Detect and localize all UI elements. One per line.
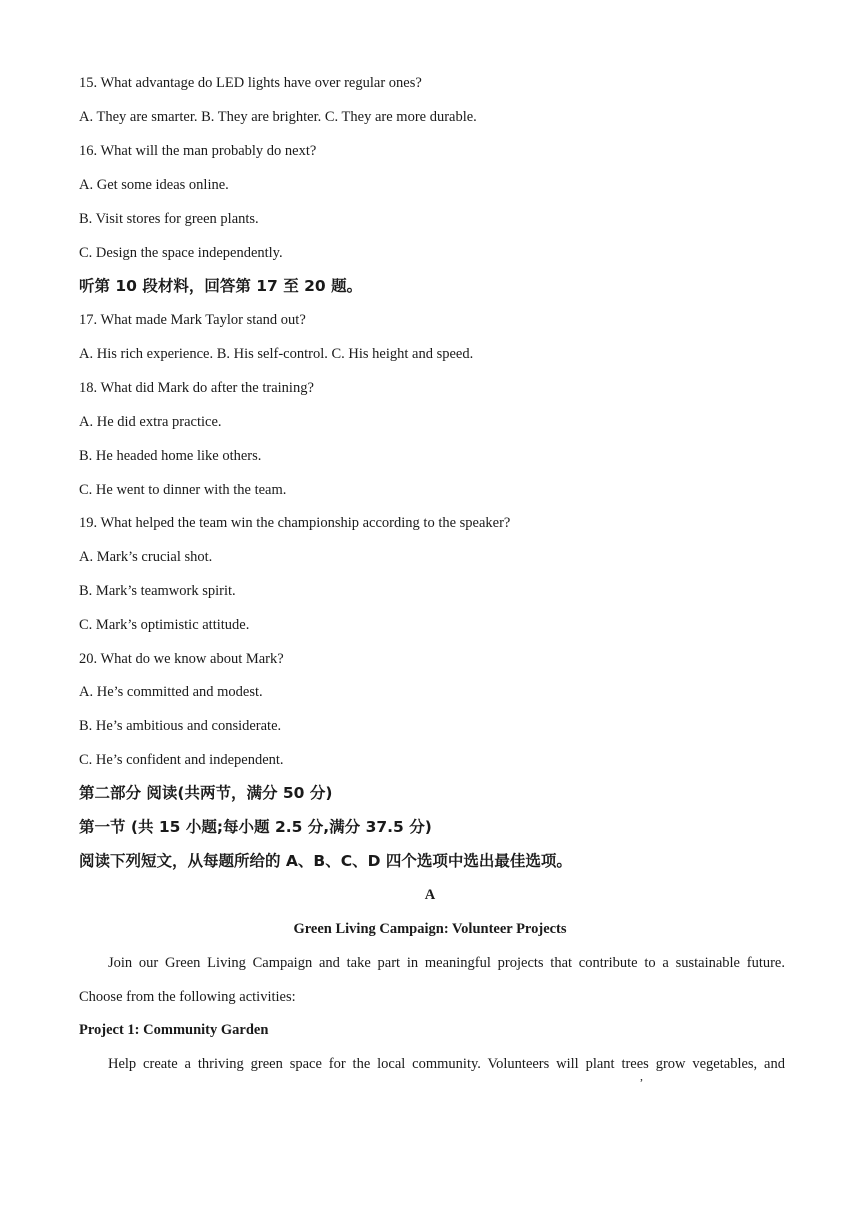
question-18-option-a: A. He did extra practice.: [79, 414, 222, 430]
project-1-text-line-1: Help create a thriving green space for the local community. Volunteers will plant trees grow vegetables, and: [108, 1056, 785, 1072]
project-1-heading: Project 1: Community Garden: [79, 1022, 269, 1038]
question-16-option-b: B. Visit stores for green plants.: [79, 211, 259, 227]
question-16-option-c: C. Design the space independently.: [79, 245, 283, 261]
question-15: 15. What advantage do LED lights have over regular ones?: [79, 75, 422, 91]
question-16-option-a: A. Get some ideas online.: [79, 177, 229, 193]
question-19: 19. What helped the team win the championship according to the speaker?: [79, 515, 511, 531]
question-19-option-a: A. Mark’s crucial shot.: [79, 549, 213, 565]
passage-title: Green Living Campaign: Volunteer Projects: [293, 921, 567, 937]
question-15-options: A. They are smarter. B. They are brighter. C. They are more durable.: [79, 109, 477, 125]
question-19-option-c: C. Mark’s optimistic attitude.: [79, 617, 250, 633]
question-20-option-a: A. He’s committed and modest.: [79, 684, 263, 700]
section-10-instruction: 听第 10 段材料，回答第 17 至 20 题。: [79, 277, 363, 295]
question-17-options: A. His rich experience. B. His self-control. C. His height and speed.: [79, 346, 474, 362]
stray-comma-mark: ,: [640, 1069, 643, 1083]
question-18-option-c: C. He went to dinner with the team.: [79, 482, 287, 498]
question-20-option-c: C. He’s confident and independent.: [79, 752, 284, 768]
reading-instruction: 阅读下列短文，从每题所给的 A、B、C、D 四个选项中选出最佳选项。: [79, 852, 572, 870]
question-18-option-b: B. He headed home like others.: [79, 448, 262, 464]
reading-part-title: 第二部分 阅读(共两节，满分 50 分): [79, 784, 333, 802]
question-17: 17. What made Mark Taylor stand out?: [79, 312, 306, 328]
question-20-option-b: B. He’s ambitious and considerate.: [79, 718, 282, 734]
reading-section-title: 第一节 (共 15 小题;每小题 2.5 分,满分 37.5 分): [79, 818, 432, 836]
question-16: 16. What will the man probably do next?: [79, 143, 317, 159]
passage-intro-line-1: Join our Green Living Campaign and take part in meaningful projects that contribute to a sustainable future.: [108, 955, 785, 971]
question-20: 20. What do we know about Mark?: [79, 651, 284, 667]
passage-intro-line-2: Choose from the following activities:: [79, 989, 296, 1005]
question-19-option-b: B. Mark’s teamwork spirit.: [79, 583, 236, 599]
question-18: 18. What did Mark do after the training?: [79, 380, 314, 396]
passage-letter: A: [424, 887, 436, 903]
